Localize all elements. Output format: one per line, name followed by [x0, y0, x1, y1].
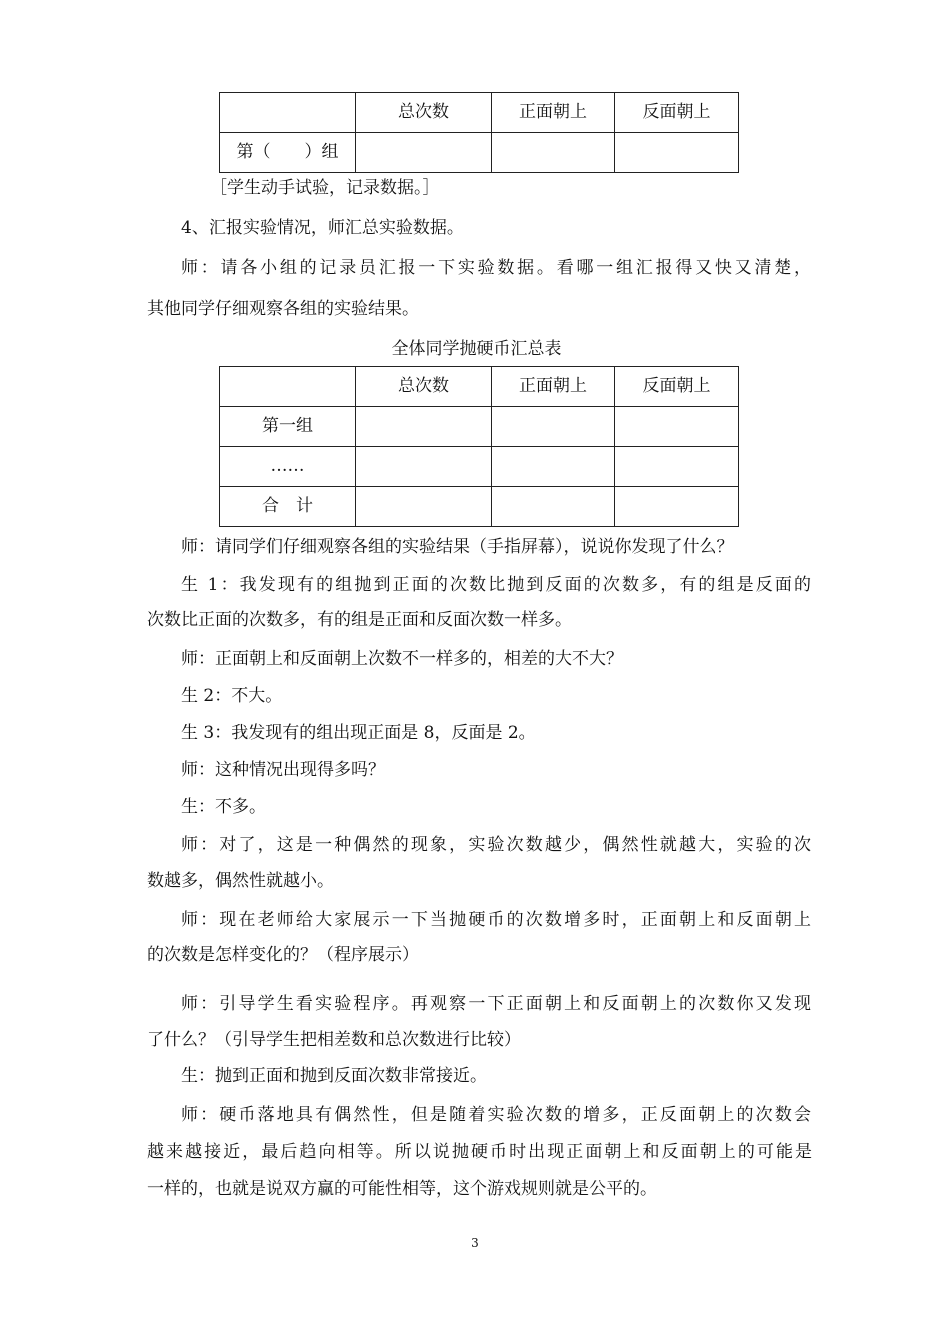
- table-header-row: [220, 93, 739, 133]
- paragraph-program-cont: 的次数是怎样变化的？（程序展示）: [147, 945, 419, 965]
- table-row: [220, 133, 739, 173]
- table-header-cell: [220, 367, 356, 407]
- paragraph-guide: 师：引导学生看实验程序。再观察一下正面朝上和反面朝上的次数你又发现: [181, 994, 811, 1014]
- paragraph-program: 师：现在老师给大家展示一下当抛硬币的次数增多时，正面朝上和反面朝上: [181, 910, 811, 930]
- paragraph-chance-cont: 数越多，偶然性就越小。: [147, 871, 334, 891]
- table-row: [220, 407, 739, 447]
- table-header-cell: 正面朝上: [492, 367, 615, 407]
- paragraph-report-cont: 其他同学仔细观察各组的实验结果。: [147, 299, 419, 319]
- table-header-cell: 反面朝上: [615, 367, 739, 407]
- paragraph-close: 生：抛到正面和抛到反面次数非常接近。: [181, 1066, 487, 1086]
- table-header-cell: 总次数: [356, 93, 492, 133]
- table-row: [220, 447, 739, 487]
- table-cell: [492, 447, 615, 487]
- paragraph-step4: 4、汇报实验情况，师汇总实验数据。: [181, 218, 464, 238]
- table-header-cell: [220, 93, 356, 133]
- paragraph-teacher-often: 师：这种情况出现得多吗？: [181, 760, 385, 780]
- table-cell: [492, 133, 615, 173]
- table-cell: [356, 133, 492, 173]
- table-cell: [615, 487, 739, 527]
- table-header-cell: 总次数: [356, 367, 492, 407]
- paragraph-teacher-diff: 师：正面朝上和反面朝上次数不一样多的，相差的大不大？: [181, 649, 623, 669]
- paragraph-student3: 生 3：我发现有的组出现正面是 8，反面是 2。: [181, 723, 536, 743]
- table-cell: [492, 487, 615, 527]
- row-label: ……: [220, 447, 356, 487]
- table-row: [220, 487, 739, 527]
- page-number: 3: [471, 1236, 479, 1250]
- table-cell: [615, 133, 739, 173]
- summary-table: [219, 366, 739, 527]
- paragraph-conclusion-cont: 越来越接近，最后趋向相等。所以说抛硬币时出现正面朝上和反面朝上的可能是: [147, 1142, 812, 1162]
- paragraph-student1-cont: 次数比正面的次数多，有的组是正面和反面次数一样多。: [147, 610, 572, 630]
- paragraph-report: 师：请各小组的记录员汇报一下实验数据。看哪一组汇报得又快又清楚，: [181, 258, 811, 278]
- row-label: 第（ ）组: [220, 133, 356, 173]
- paragraph-conclusion: 师：硬币落地具有偶然性，但是随着实验次数的增多，正反面朝上的次数会: [181, 1105, 811, 1125]
- table-cell: [356, 447, 492, 487]
- table-cell: [615, 447, 739, 487]
- group-record-table: [219, 92, 739, 173]
- paragraph-student-few: 生：不多。: [181, 797, 266, 817]
- table-header-row: [220, 367, 739, 407]
- paragraph-chance: 师：对了，这是一种偶然的现象，实验次数越少，偶然性就越大，实验的次: [181, 835, 811, 855]
- paragraph-student2: 生 2：不大。: [181, 686, 283, 706]
- table-cell: [356, 487, 492, 527]
- table-cell: [615, 407, 739, 447]
- paragraph-guide-cont: 了什么？（引导学生把相差数和总次数进行比较）: [147, 1030, 521, 1050]
- paragraph-note: ［学生动手试验，记录数据。］: [210, 178, 440, 198]
- paragraph-student1: 生 1：我发现有的组抛到正面的次数比抛到反面的次数多，有的组是反面的: [181, 575, 811, 595]
- row-label: 第一组: [220, 407, 356, 447]
- table-cell: [492, 407, 615, 447]
- paragraph-conclusion-end: 一样的，也就是说双方赢的可能性相等，这个游戏规则就是公平的。: [147, 1179, 657, 1199]
- paragraph-observe: 师：请同学们仔细观察各组的实验结果（手指屏幕），说说你发现了什么？: [181, 537, 734, 557]
- table-header-cell: 反面朝上: [615, 93, 739, 133]
- table-header-cell: 正面朝上: [492, 93, 615, 133]
- row-label: 合 计: [220, 487, 356, 527]
- summary-table-caption: 全体同学抛硬币汇总表: [391, 339, 562, 359]
- table-cell: [356, 407, 492, 447]
